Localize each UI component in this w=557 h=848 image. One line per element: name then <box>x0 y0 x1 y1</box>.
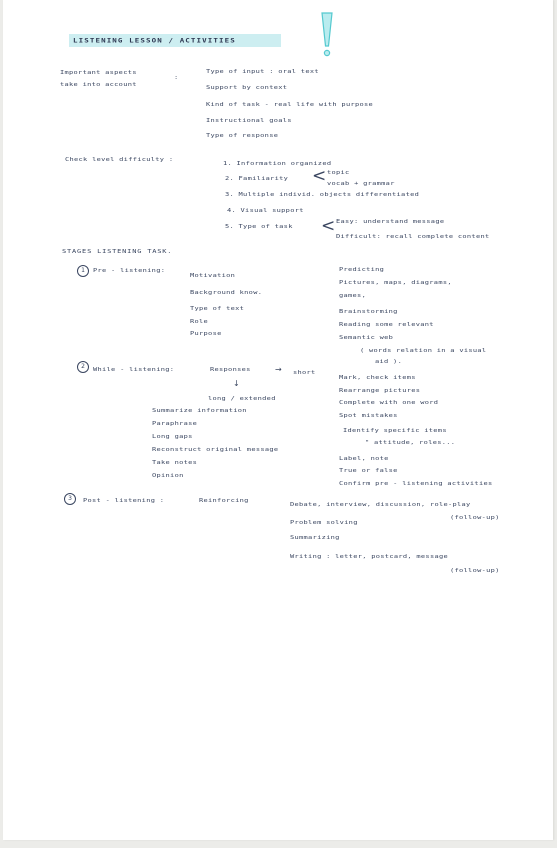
pre-left-item: Purpose <box>190 330 222 337</box>
pre-right-item: Reading some relevant <box>339 321 434 328</box>
notebook-page <box>3 0 553 840</box>
post-follow-up: (follow-up) <box>450 514 500 521</box>
stage-number-badge: 1 <box>77 265 89 277</box>
while-left-item: Paraphrase <box>152 420 198 427</box>
pre-left-item: Type of text <box>190 305 245 312</box>
down-arrow-icon: ↓ <box>233 379 240 388</box>
pre-left-item: Role <box>190 318 209 325</box>
post-right-item: Writing : letter, postcard, message <box>290 553 449 560</box>
task-sub: Easy: understand message <box>336 218 445 225</box>
post-right-item: Debate, interview, discussion, role-play <box>290 501 471 508</box>
post-right-item: Summarizing <box>290 534 340 541</box>
pre-right-item: ( words relation in a visual <box>360 347 487 354</box>
page-title: LISTENING LESSON / ACTIVITIES <box>73 37 236 45</box>
while-right-item: Spot mistakes <box>339 412 398 419</box>
pre-listening-label: Pre - listening: <box>93 267 166 274</box>
aspect-item: Support by context <box>206 84 288 91</box>
aspect-item: Type of input : oral text <box>206 68 319 75</box>
aspects-colon: : <box>174 74 179 81</box>
aspects-label-line2: take into account <box>60 81 137 88</box>
stages-heading: STAGES LISTENING TASK. <box>62 248 173 255</box>
while-right-item: " attitude, roles... <box>365 439 456 446</box>
while-right-item: Confirm pre - listening activities <box>339 480 493 487</box>
pre-right-item: aid ). <box>375 358 403 365</box>
short-label: short <box>293 369 316 376</box>
familiarity-sub: topic <box>327 169 350 176</box>
difficulty-item: 4. Visual support <box>227 207 304 214</box>
aspects-label-line1: Important aspects <box>60 69 137 76</box>
post-listening-label: Post - listening : <box>83 497 165 504</box>
aspect-item: Type of response <box>206 132 279 139</box>
difficulty-label: Check level difficulty : <box>65 156 174 163</box>
task-brace-icon: < <box>321 216 336 236</box>
stage-number-badge: 3 <box>64 493 76 505</box>
post-right-item: Problem solving <box>290 519 358 526</box>
while-right-item: True or false <box>339 467 398 474</box>
while-left-item: Take notes <box>152 459 198 466</box>
while-left-item: Long gaps <box>152 433 193 440</box>
aspect-item: Instructional goals <box>206 117 292 124</box>
familiarity-brace-icon: < <box>312 166 327 186</box>
exclamation-mark-icon <box>320 12 334 58</box>
reinforcing-label: Reinforcing <box>199 497 249 504</box>
difficulty-item: 2. Familiarity <box>225 175 289 182</box>
while-right-item: Complete with one word <box>339 399 439 406</box>
pre-right-item: games, <box>339 292 367 299</box>
difficulty-item: 5. Type of task <box>225 223 293 230</box>
while-left-item: Summarize information <box>152 407 247 414</box>
while-left-item: Reconstruct original message <box>152 446 279 453</box>
pre-right-item: Semantic web <box>339 334 394 341</box>
post-follow-up: (follow-up) <box>450 567 500 574</box>
pre-right-item: Brainstorming <box>339 308 398 315</box>
difficulty-item: 3. Multiple individ. objects differentiated <box>225 191 420 198</box>
task-sub: Difficult: recall complete content <box>336 233 490 240</box>
while-listening-label: While - listening: <box>93 366 175 373</box>
while-left-item: Opinion <box>152 472 184 479</box>
stage-number-badge: 2 <box>77 361 89 373</box>
while-left-item: long / extended <box>208 395 276 402</box>
while-right-item: Label, note <box>339 455 389 462</box>
pre-right-item: Predicting <box>339 266 385 273</box>
responses-label: Responses <box>210 366 251 373</box>
pre-left-item: Motivation <box>190 272 236 279</box>
pre-right-item: Pictures, maps, diagrams, <box>339 279 452 286</box>
while-right-item: Mark, check items <box>339 374 416 381</box>
while-right-item: Rearrange pictures <box>339 387 421 394</box>
difficulty-item: 1. Information organized <box>223 160 332 167</box>
while-right-item: Identify specific items <box>343 427 447 434</box>
pre-left-item: Background know. <box>190 289 263 296</box>
aspect-item: Kind of task - real life with purpose <box>206 101 374 108</box>
right-arrow-icon: → <box>275 365 282 374</box>
familiarity-sub: vocab + grammar <box>327 180 395 187</box>
